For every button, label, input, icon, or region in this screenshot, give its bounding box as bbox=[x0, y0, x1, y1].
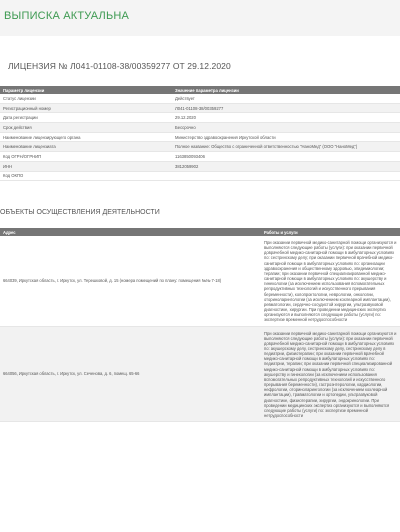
param-value: Л041-01108-38/00359277 bbox=[172, 103, 400, 113]
objects-header-address: Адрес bbox=[0, 228, 261, 236]
table-row bbox=[0, 103, 400, 113]
table-row bbox=[0, 113, 400, 123]
objects-table bbox=[0, 228, 400, 422]
status-bar bbox=[0, 0, 400, 36]
table-row bbox=[0, 94, 400, 103]
license-title: ЛИЦЕНЗИЯ № Л041-01108-38/00359277 ОТ 29.12.2020 bbox=[8, 61, 231, 71]
table-row bbox=[0, 123, 400, 133]
table-row bbox=[0, 161, 400, 171]
param-name: Регистрационный номер bbox=[0, 103, 172, 113]
objects-section-title: ОБЪЕКТЫ ОСУЩЕСТВЛЕНИЯ ДЕЯТЕЛЬНОСТИ bbox=[0, 209, 160, 216]
table-row bbox=[0, 132, 400, 142]
table-row bbox=[0, 171, 400, 181]
param-value: 1163850093406 bbox=[172, 152, 400, 162]
object-address: 664056, Иркутская область, г. Иркутск, ул. Сеченова, д. 6, помещ. 65-66 bbox=[0, 326, 261, 422]
status-title: ВЫПИСКА АКТУАЛЬНА bbox=[4, 10, 130, 22]
param-value: Полное название: Общество с ограниченной ответственностью "НаноМед" (ООО "НаноМед") bbox=[172, 142, 400, 152]
param-value bbox=[172, 171, 400, 181]
param-name: ИНН bbox=[0, 161, 172, 171]
object-services: При оказании первичной медико-санитарной помощи организуются и выполняются следующие работы (услуги): при оказании первичной доврачебной медико-санитарной помощи в амбулаторных условиях по: сестринскому делу; при оказании первичной врачебной медико-санитарной помощи в амбулаторных условиях по: организации здравоохранения и общественному здоровью, эпидемиологии; терапии; при оказании первичной специализированной медико-санитарной помощи в амбулаторных условиях по: акушерству и гинекологии (за исключением использования вспомогательных репродуктивных технологий и искусственного прерывания беременности), колопроктологии, неврологии, онкологии, оториноларингологии (за исключением кохлеарной имплантации), ревматологии, сердечно-сосудистой хирургии, ультразвуковой диагностике, хирургии. При проведении медицинских экспертиз организуются и выполняются следующие работы (услуги) по: экспертизе временной нетрудоспособности bbox=[261, 236, 400, 326]
table-row bbox=[0, 326, 400, 422]
params-header-value: Значение параметра лицензии bbox=[172, 86, 400, 94]
table-row bbox=[0, 152, 400, 162]
table-row bbox=[0, 236, 400, 326]
param-name: Код ОКПО bbox=[0, 171, 172, 181]
param-value: 3812059902 bbox=[172, 161, 400, 171]
param-name: Дата регистрации bbox=[0, 113, 172, 123]
param-name: Срок действия bbox=[0, 123, 172, 133]
param-value: Действует bbox=[172, 94, 400, 103]
objects-header-services: Работы и услуги bbox=[261, 228, 400, 236]
param-name: Код ОГРН/ОГРНИП bbox=[0, 152, 172, 162]
object-services: При оказании первичной медико-санитарной помощи организуются и выполняются следующие работы (услуги): при оказании первичной доврачебной медико-санитарной помощи в амбулаторных условиях по: акушерскому делу, сестринскому делу, сестринскому делу в педиатрии, физиотерапии; при оказании первичной врачебной медико-санитарной помощи в амбулаторных условиях по: педиатрии, терапии; при оказании первичной специализированной медико-санитарной помощи в амбулаторных условиях по: акушерству и гинекологии (за исключением использования вспомогательных репродуктивных технологий и искусственного прерывания беременности), гастроэнтерологии, кардиологии, нефрологии, оториноларингологии (за исключением кохлеарной имплантации), травматологии и ортопедии, ультразвуковой диагностике, физиотерапии, хирургии, эндокринологии. При проведении медицинских экспертиз организуются и выполняются следующие работы (услуги) по: экспертизе временной нетрудоспособности bbox=[261, 326, 400, 422]
param-value: Бессрочно bbox=[172, 123, 400, 133]
params-table bbox=[0, 86, 400, 181]
param-value: 29.12.2020 bbox=[172, 113, 400, 123]
object-address: 664039, Иркутская область, г. Иркутск, ул. Терешковой, д. 15 (номера помещений по плану: помещения №№ 7-18) bbox=[0, 236, 261, 326]
param-name: Статус лицензии bbox=[0, 94, 172, 103]
param-name: Наименование лицензирующего органа bbox=[0, 132, 172, 142]
objects-header-row bbox=[0, 228, 400, 236]
params-header-param: Параметр лицензии bbox=[0, 86, 172, 94]
param-value: Министерство здравоохранения Иркутской области bbox=[172, 132, 400, 142]
table-row bbox=[0, 142, 400, 152]
param-name: Наименование лицензиата bbox=[0, 142, 172, 152]
params-header-row bbox=[0, 86, 400, 94]
